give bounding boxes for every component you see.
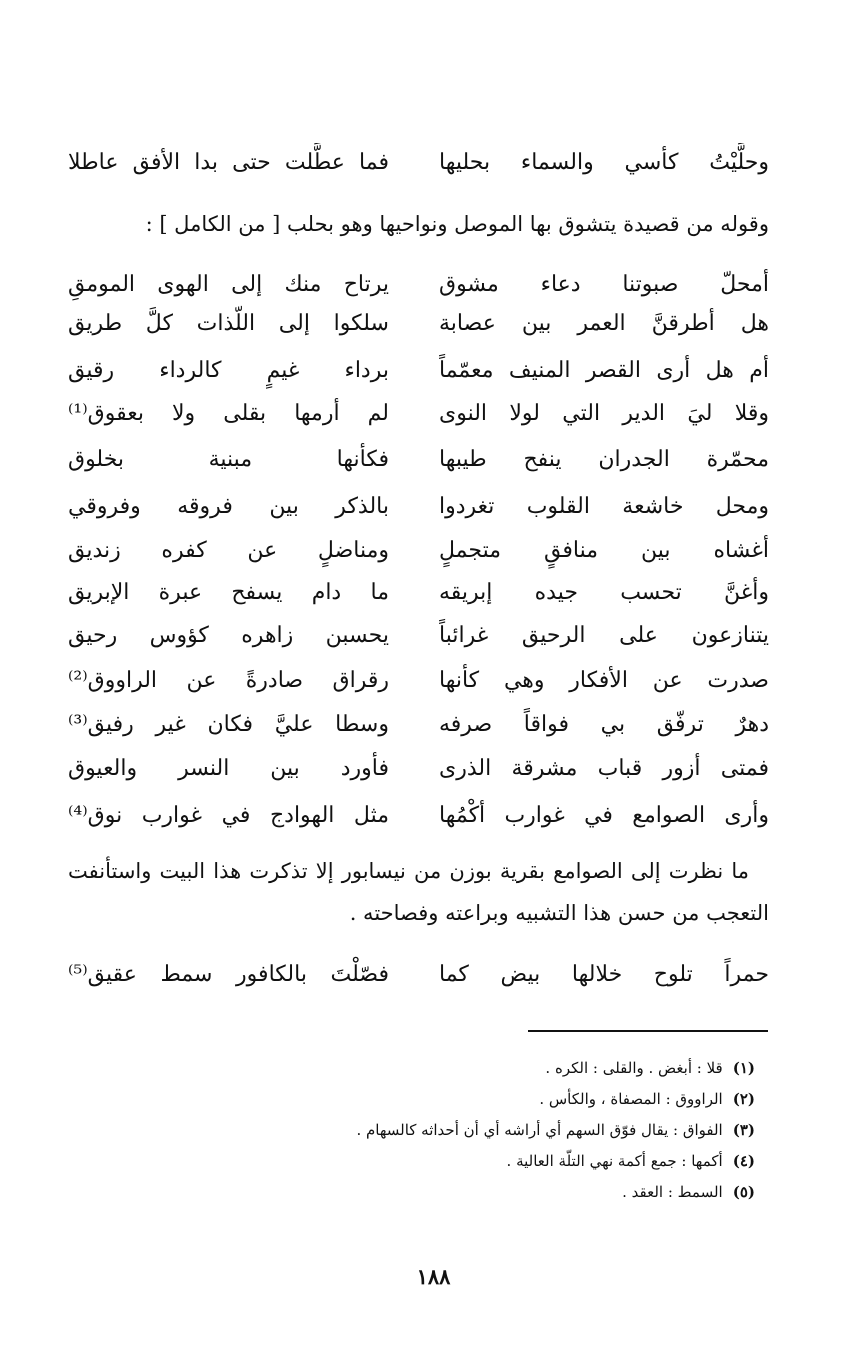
poem-verse: [68, 705, 769, 745]
footnote-number: (٣): [732, 1121, 755, 1139]
last-verse-second-hemistich: فصّلْتَ بالكافور سمط عقيق⁽⁵⁾: [68, 962, 389, 987]
footnote-number: (٥): [732, 1183, 755, 1201]
footnote: [120, 1115, 755, 1146]
poem-verse: [68, 304, 769, 344]
poem-verse: [68, 661, 769, 701]
verse-first-hemistich: أم هل أرى القصر المنيف معمّماً: [439, 358, 769, 383]
verse-first-hemistich: أغشاه بين منافقٍ متجملٍ: [439, 538, 769, 563]
commentary-paragraph: ما نظرت إلى الصوامع بقرية بوزن من نيسابور إلا تذكرت هذا البيت واستأنفت التعجب من حسن هذا التشبيه وبراعته وفصاحته .: [68, 859, 769, 925]
verse-second-hemistich: يحسبن زاهره كؤوس رحيق: [68, 623, 389, 648]
footnote-text: الفواق : يقال فوّق السهم أي أراشه أي أن أحداثه كالسهام .: [356, 1121, 723, 1139]
top-verse-first-hemistich: وحلَّيْتُ كأسي والسماء بحليها: [439, 150, 769, 175]
footnote-number: (٤): [732, 1152, 755, 1170]
verse-first-hemistich: هل أطرقنَّ العمر بين عصابة: [439, 311, 769, 336]
verse-second-hemistich: ما دام يسفح عبرة الإبريق: [68, 580, 389, 605]
poem-verse: [68, 487, 769, 527]
verse-first-hemistich: أمحلّ صبوتنا دعاء مشوق: [439, 272, 769, 297]
verse-second-hemistich: وسطا عليَّ فكان غير رفيق⁽³⁾: [68, 712, 389, 737]
poem-verse: [68, 573, 769, 613]
top-verse: [68, 143, 769, 183]
top-verse-second-hemistich: فما عطَّلت حتى بدا الأفق عاطلا: [68, 150, 389, 175]
footnote: [120, 1084, 755, 1115]
verse-second-hemistich: رقراق صادرةً عن الراووق⁽²⁾: [68, 668, 389, 693]
footnote-text: قلا : أبغض . والقلى : الكره .: [545, 1059, 723, 1077]
verse-second-hemistich: فأورد بين النسر والعيوق: [68, 756, 389, 781]
verse-first-hemistich: ومحل خاشعة القلوب تغردوا: [439, 494, 769, 519]
verse-first-hemistich: يتنازعون على الرحيق غرائباً: [439, 623, 769, 648]
poem-verse: [68, 616, 769, 656]
page-number: ١٨٨: [416, 1264, 451, 1289]
poem-verse: [68, 265, 769, 305]
verse-first-hemistich: دهرٌ ترفّق بي فواقاً صرفه: [439, 712, 769, 737]
verse-second-hemistich: فكأنها مبنية بخلوق: [68, 447, 389, 472]
verse-second-hemistich: ومناضلٍ عن كفره زنديق: [68, 538, 389, 563]
verse-second-hemistich: مثل الهوادج في غوارب نوق⁽⁴⁾: [68, 803, 389, 828]
footnote-number: (١): [732, 1059, 755, 1077]
verse-second-hemistich: برداء غيمٍ كالرداء رقيق: [68, 358, 389, 383]
poem-verse: [68, 351, 769, 391]
verse-first-hemistich: وقلا ليَ الدير التي لولا النوى: [439, 401, 769, 426]
verse-first-hemistich: وأرى الصوامع في غوارب أكْمُها: [439, 803, 769, 828]
verse-second-hemistich: بالذكر بين فروقه وفروقي: [68, 494, 389, 519]
footnote-text: الراووق : المصفاة ، والكأس .: [539, 1090, 723, 1108]
poem-verse: [68, 440, 769, 480]
footnote-number: (٢): [732, 1090, 755, 1108]
footnote: [120, 1177, 755, 1208]
verse-first-hemistich: صدرت عن الأفكار وهي كأنها: [439, 668, 769, 693]
last-verse-first-hemistich: حمراً تلوح خلالها بيض كما: [439, 962, 769, 987]
footnote: [120, 1146, 755, 1177]
footnotes: [120, 1053, 755, 1208]
verse-second-hemistich: سلكوا إلى اللّذات كلَّ طريق: [68, 311, 389, 336]
last-verse: [68, 955, 769, 995]
footnote-text: السمط : العقد .: [622, 1183, 723, 1201]
poem-verse: [68, 796, 769, 836]
intro-line: وقوله من قصيدة يتشوق بها الموصل ونواحيها وهو بحلب [ من الكامل ] :: [145, 212, 769, 236]
verse-second-hemistich: لم أرمها بقلى ولا بعقوق⁽¹⁾: [68, 401, 389, 426]
footnote: [120, 1053, 755, 1084]
footnote-separator: [528, 1030, 768, 1032]
verse-first-hemistich: فمتى أزور قباب مشرقة الذرى: [439, 756, 769, 781]
poem-verse: [68, 749, 769, 789]
poem-verse: [68, 394, 769, 434]
poem-verse: [68, 531, 769, 571]
verse-first-hemistich: وأغنَّ تحسب جيده إبريقه: [439, 580, 769, 605]
footnote-text: أكمها : جمع أكمة نهي التلّة العالية .: [506, 1152, 723, 1170]
verse-first-hemistich: محمّرة الجدران ينفح طيبها: [439, 447, 769, 472]
verse-second-hemistich: يرتاح منك إلى الهوى المومقِ: [68, 272, 389, 297]
